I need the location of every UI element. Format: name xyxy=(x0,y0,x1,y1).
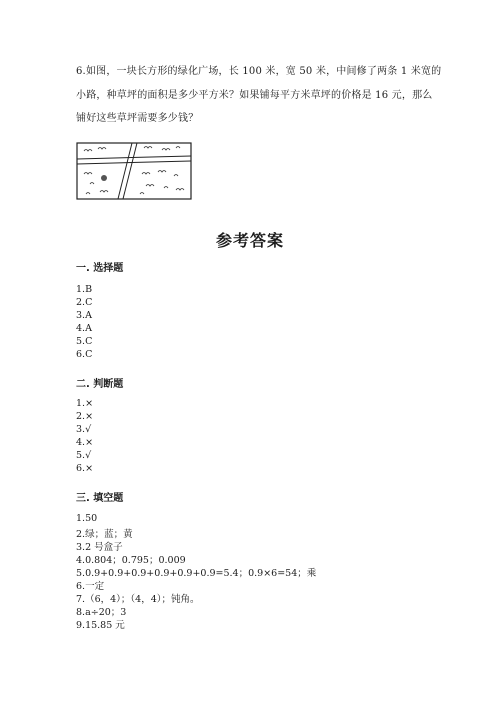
answer-item: 3.2 号盒子 xyxy=(76,542,123,553)
lawn-figure xyxy=(76,142,192,200)
answer-item: 2.× xyxy=(76,411,94,422)
question-line-3: 铺好这些草坪需要多少钱？ xyxy=(76,113,199,124)
section-heading-choice: 一. 选择题 xyxy=(76,263,124,274)
answer-item: 5.0.9+0.9+0.9+0.9+0.9+0.9=5.4；0.9×6=54；乘 xyxy=(76,568,317,579)
section-heading-fill: 三. 填空题 xyxy=(76,493,124,504)
answer-item: 5.C xyxy=(76,336,93,347)
answer-item: 4.0.804；0.795；0.009 xyxy=(76,555,186,566)
answer-item: 1.B xyxy=(76,284,93,295)
horizontal-path-bottom xyxy=(77,161,191,164)
answer-item: 1.× xyxy=(76,398,94,409)
answer-item: 8.a÷20；3 xyxy=(76,607,127,618)
section-heading-judge: 二. 判断题 xyxy=(76,379,124,390)
answer-item: 4.A xyxy=(76,323,92,334)
answer-item: 2.C xyxy=(76,297,93,308)
answer-item: 3.√ xyxy=(76,424,92,435)
answer-item: 6.C xyxy=(76,349,93,360)
answer-item: 5.√ xyxy=(76,450,92,461)
answer-item: 1.50 xyxy=(76,513,98,524)
question-line-1: 6.如图，一块长方形的绿化广场，长 100 米，宽 50 米，中间修了两条 1 米宽的 xyxy=(76,66,442,77)
fountain-dot xyxy=(101,175,107,181)
answer-item: 9.15.85 元 xyxy=(76,620,125,631)
answer-item: 6.× xyxy=(76,463,94,474)
answer-item: 4.× xyxy=(76,437,94,448)
lawn-outline xyxy=(77,143,191,199)
answer-item: 2.绿；蓝；黄 xyxy=(76,529,133,540)
question-line-2: 小路，种草坪的面积是多少平方米？如果铺每平方米草坪的价格是 16 元，那么 xyxy=(76,90,433,101)
answer-item: 6.一定 xyxy=(76,581,105,592)
answer-item: 3.A xyxy=(76,310,92,321)
answer-item: 7.（6，4）；（4，4）；钝角。 xyxy=(76,594,200,605)
answer-title: 参考答案 xyxy=(215,231,284,250)
